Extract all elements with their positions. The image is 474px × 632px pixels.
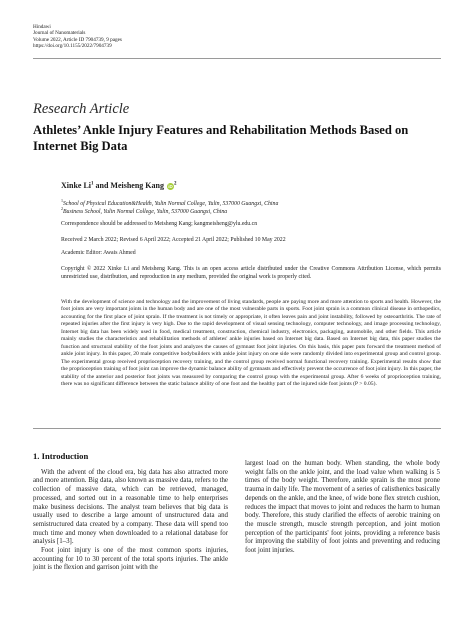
abstract-divider [33, 428, 441, 429]
affiliation-marker: 1 [91, 181, 94, 187]
right-column [245, 460, 440, 556]
academic-editor: Academic Editor: Awais Ahmed [61, 250, 136, 256]
header-divider [33, 58, 441, 59]
affiliation-marker: 2 [61, 206, 63, 211]
volume-line: Volume 2022, Article ID 7904739, 9 pages [33, 36, 122, 43]
paragraph: largest load on the human body. When standing, the whole body weight falls on the ankle joint, and the load value when walking is 5 times of the body weight. Therefore, ankle sprain is the most prone trauma in daily life. The movement of a series of calisthenics basically depends on the ankle, and the knee, of wide bone flex stretch cushion, reduces the impact that moves to joint and reduces the harm to human body. Therefore, this study clarified the effects of aerobic training on the muscle strength, muscle strength perception, and joint motion perception of the participants' foot joints, providing a reference basis for improving the stability of foot joints and preventing and reducing foot joint injuries. [245, 460, 440, 555]
paper-title: Athletes’ Ankle Injury Features and Rehabilitation Methods Based on Internet Big Data [33, 123, 409, 153]
copyright-notice: Copyright © 2022 Xinke Li and Meisheng Kang. This is an open access article distributed under the Creative Commons Attribution License, which permits unrestricted use, distribution, and reproduction in any medium, provided the original work is properly cited. [61, 266, 441, 280]
affiliation-marker: 1 [61, 198, 63, 203]
correspondence: Correspondence should be addressed to Meisheng Kang; kangmeisheng@ylu.edu.cn [61, 221, 258, 227]
publisher-name: Hindawi [33, 24, 51, 30]
section-heading: 1. Introduction [33, 451, 89, 461]
paragraph: With the advent of the cloud era, big data has also attracted more and more attention. Big data, also known as massive data, refers to the collection of massive data, which can be retrieved, managed, processed, and sorted out in a reasonable time to help enterprises make business decisions. The analyst team believes that big data is usually used to describe a large amount of unstructured data and semistructured data created by a company. These data will spend too much time and money when downloaded to a relational database for analysis [1–3]. [33, 468, 228, 546]
journal-header [33, 24, 122, 50]
abstract: With the development of science and technology and the improvement of living standards, people are paying more and more attention to sports and health. However, the foot joints are very important joints in the human body and are one of the most vulnerable parts in sports. Foot joint sprain is a common clinical disease in orthopedics, accounting for the first place of joint sprain. If the treatment is not timely or appropriate, it often leaves pain and joint instability, followed by osteoarthritis. The rate of repeated injuries after the first injury is very high. Due to the rapid development of visual sensing technology, computer technology, and image processing technology, Internet big data has been widely used in food, medical treatment, construction, chemical industry, electronics, packaging, automobile, and other fields. This article mainly studies the characteristics and rehabilitation methods of athletes' ankle injuries based on Internet big data. Based on Internet big data, this paper studies the function and structural stability of the foot joints and analyzes the causes of gymnast foot joint injuries. On this basis, this paper puts forward the treatment method of ankle joint injury. In this paper, 20 male competitive bodybuilders with ankle joint injury on one side were randomly divided into experimental group and control group. The experimental group received proprioception recovery training, and the control group received normal functional recovery training. Experimental results show that the proprioception training of foot joint can improve the dynamic balance ability of gymnasts and effectively prevent the occurrence of foot joint injury. In this paper, the stability of the anterior and posterior foot joints was measured by comparing the control group with the experimental group. After 6 weeks of proprioception training, there was no significant difference between the static balance ability of one foot and the healthy part of the injured side foot joints (P > 0.05). [61, 299, 441, 387]
journal-name: Journal of Nanomaterials [33, 30, 86, 37]
left-column [33, 452, 228, 573]
affiliation [61, 205, 227, 217]
affiliation-text: School of Physical Education&Health, Yulin Normal College, Yulin, 537000 Guangxi, China [63, 200, 279, 207]
publication-dates: Received 2 March 2022; Revised 6 April 2022; Accepted 21 April 2022; Published 10 May 2022 [61, 237, 286, 243]
affiliation-text: Business School, Yulin Normal College, Yulin, 537000 Guangxi, China [63, 208, 228, 215]
affiliation-marker: 2 [173, 181, 177, 187]
author-name: Xinke Li [61, 181, 92, 190]
orcid-icon[interactable]: iD [168, 183, 173, 189]
author-conjunction: and [95, 181, 109, 190]
author-line [61, 181, 176, 190]
article-type: Research Article [33, 101, 130, 117]
author-name: Meisheng Kang [110, 181, 164, 190]
doi-link[interactable]: https://doi.org/10.1155/2022/7904739 [33, 43, 112, 50]
paragraph: Foot joint injury is one of the most common sports injuries, accounting for 10 to 30 percent of the total sports injuries. The ankle joint is the flexion and garrison joint with the [33, 547, 228, 572]
